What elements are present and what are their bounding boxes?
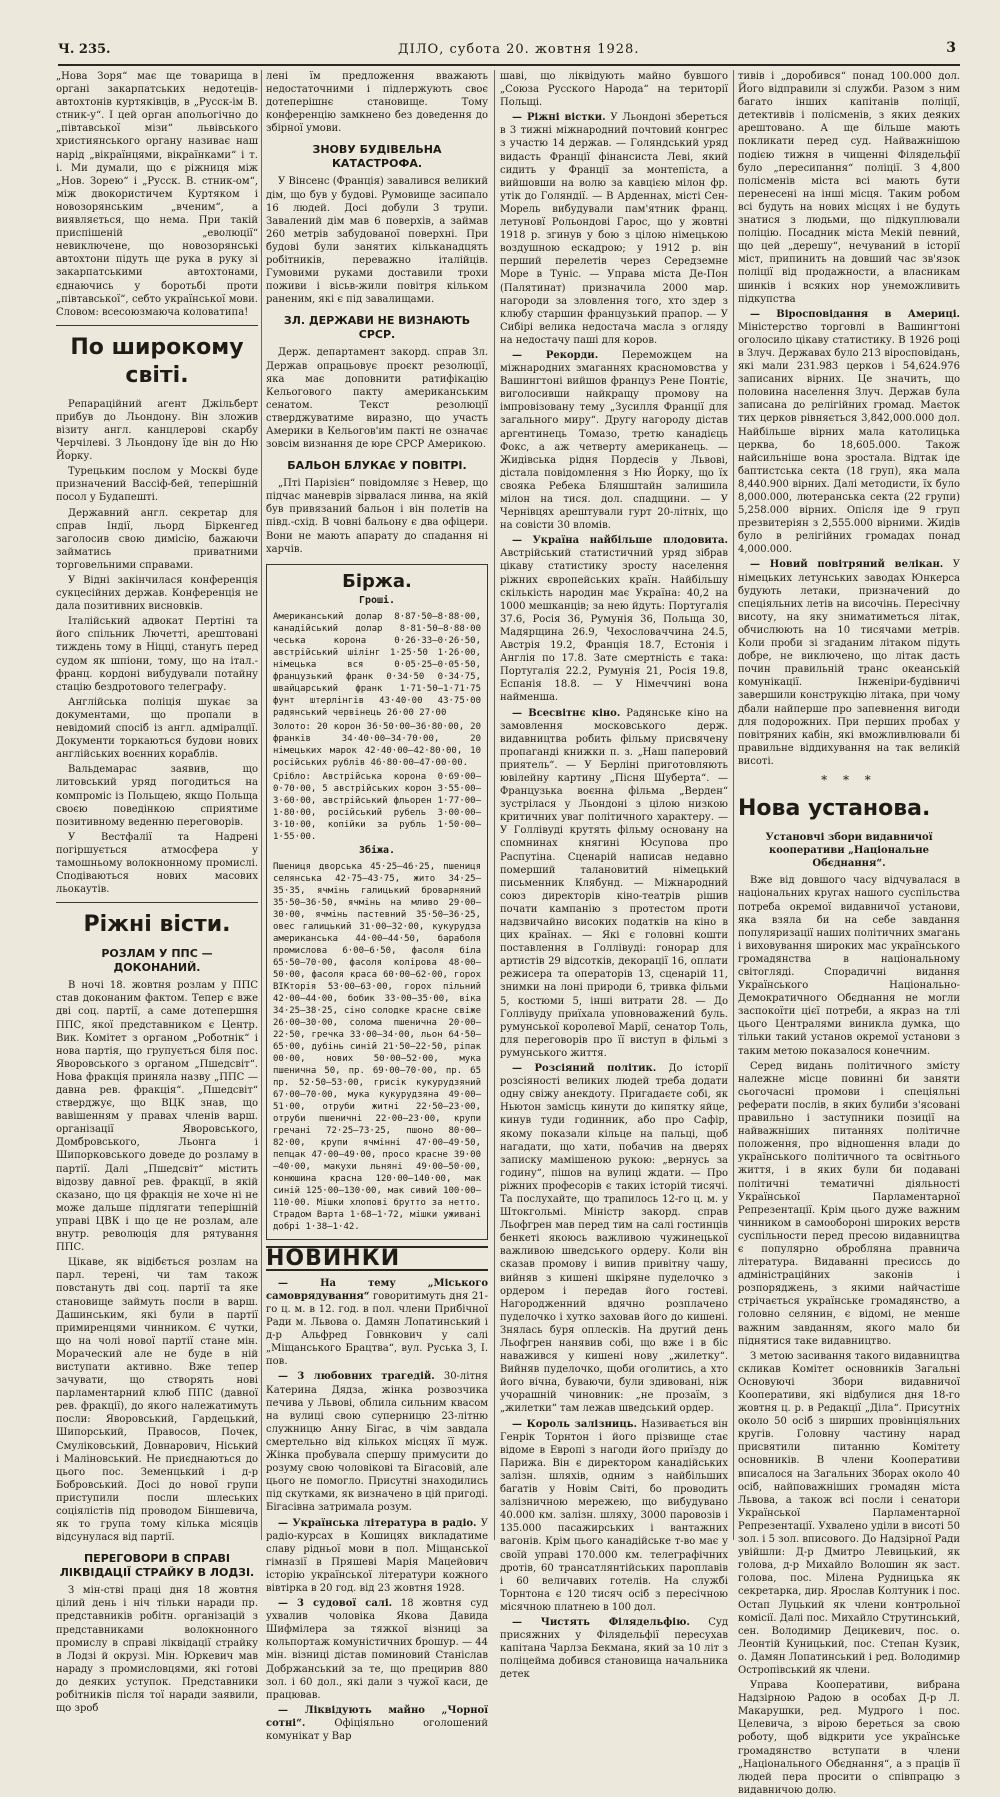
news-text: Суд присяжних у Філядельфії пересухав капітана Чарлза Бекмана, який за 10 літ з поліцейма добився становища начальника детек: [500, 1616, 728, 1681]
masthead: [58, 38, 960, 66]
article-paragraph: З метою засивання такого видавництва скликав Комітет основників Загальні Основуючі Збори видавничої Кооперативи, які відбулися дня 18-го жовтня ц. р. в Редакції „Діла“. Присутніх около 50 осіб з ширших провінціяльних кругів. Головну частину нарад присвятили питанню Комітету основників. В члени Кооперативи вписалося на Загальних Зборах около 40 осіб, найповажніших громадян міста Львова, а також всі посли і сенатори Української Парламентарної Репрезентації. Ухвалено уділи в висоті 50 зол. і 5 зол. вписового. До Надзірної Ради увійшли: Д-р Дмитро Левицький, як голова, д-р Михайло Волошин як заст. голова, пос. Мілена Рудницька як секретарка, дир. Ярослав Колтуник і пос. Остап Луцький як члени контрольної комісії. Далі пос. Михайло Струтинський, сен. Володимир Децикевич, пос. о. Леонтій Куницький, пос. Степан Кузик, о. Дамян Лопатинський і ред. Володимир Остропівський як члени.: [738, 1350, 960, 1676]
column-divider: [733, 70, 734, 1540]
section-heading-various: Ріжні вісти.: [83, 912, 231, 938]
continued-paragraph: тивів і „доробився“ понад 100.000 дол. Його відправили зі служби. Разом з ним багато інших капітанів поліції, детективів і полісменів, з яких деяких арештовано. А ще більше мають покликати перед суд. Найважнішою подією тижня в чищенні Філядельфії було „пересипання“ поліції. З 4,800 полісменів міста всі мають бути перенесені на інші місця. Таким робом всі будуть на нових місцях і не будуть знатися з людьми, що підкуплювали поліцію. Посадник міста Мекій певний, що цей „дерешу“, нечуваний в історії міст, припинить на довший час зв'язок поліції від продажности, а власникам шинків і всяких нор унеможливить підкупства: [738, 71, 960, 305]
continued-paragraph: шаві, що ліквідують майно бувшого „Союза Русского Народа“ на території Польщі.: [500, 71, 728, 109]
news-item: Вальдемарас заявив, що литовський уряд погодиться на компроміс із Польщею, якщо Польща своєю поведінкою сприятиме позитивному веденню переговорів.: [56, 764, 258, 828]
separator-ornament: * * *: [821, 772, 877, 787]
silver-rates: Срібло: Австрійська корона 0·69·00—0·70·00, 5 австрійських корон 3·55·00—3·60·00, австрійський фльорен 1·77·00—1·80·00, російський рубель 3·00·00—3·10·00, копійки за рубль 1·50·00—1·55·00.: [273, 771, 481, 842]
news-headline: — Рекорди.: [512, 349, 599, 361]
news-headline: — Всесвітнє кіно.: [512, 707, 621, 719]
news-headline: — Україна найбільше плодовита.: [512, 535, 728, 547]
article-paragraph: Цікаве, як відібється розлам на парл. терені, чи там також повстануть дві соц. партії та яке становище займуть посли в варш. Дашинським, які були в партії примиренцями чинником. Є чутки, що на чолі нової партії стане мін. Мораческий але не буде в ній виступати активно. Вже тепер зачувати, що створять нові парламентарний клюб ППС (давної рев. фракції), до якого належатимуть посли: Яворовський, Гардецький, Шипорський, Правосов, Почек, Смуліковський, Довнарович, Ніський і Маліновський. Не приєднаються до цього пос. Земенцький і д-р Бобровський. Досі до нової групи приступили посли шлеських соціялістів під проводом Біншевича, як то група тому кілька місяців відсунулася від партії.: [56, 1257, 258, 1544]
news-headline: — Розсіяний політик.: [512, 1063, 657, 1075]
article-paragraph: „Пті Парізієн“ повідомляє з Невер, що підчас маневрів зірвалася линва, на якій був привязаний бальон і він полетів на півд.-схід. В човні бальону є два офіцери. Вони не мають апарату до спадання ні харчів.: [266, 478, 488, 555]
article-heading: ЗЛ. ДЕРЖАВИ НЕ ВИЗНАЮТЬ СРСР.: [283, 314, 471, 342]
exchange-title: Біржа.: [342, 570, 412, 592]
news-item: Італійський адвокат Пертіні та його спільник Лючетті, арештовані тиждень тому в Ніцці, станугь перед судом як шпіони, тому, що на італ.-франц. кордоні вибудували потайну стацію бездротового телеграфу.: [56, 616, 258, 693]
news-text: Переможцем на міжнародних змаганнях красномовства у Вашингтоні вийшов француз Рене Понтіє, виголосивши найкращу промову на імпровізовану тему „Зусилля Франції для загального миру“. Другу нагороду дістав аргентинець Томазо, третю канадієць Фокс, а аж четверту американець. — Жидівська рідня Пордесів у Львові, дістала повідомлення з Ню Йорку, що їх свояка Ребека Бляшштайн залишила мілон на тися. дол. спадщини. — У Чернівцях арештували гурт 20-літніх, що на совісти 30 вломів.: [500, 349, 729, 532]
gold-rates: Золото: 20 корон 36·50·00—36·80·00, 20 франків 34·40·00—34·70·00, 20 німецьких марок 42·40·00—42·80·00, 10 російських рублів 46·80·00—47·00·00.: [273, 721, 481, 768]
news-text: говоритимуть дня 21-го ц. м. в 12. год. в пол. члени Прибічної Ради м. Львова о. Дамян Лопатинський і д-р Альфред Говнкович у салі „Міщанського Брацтва“, вул. Руська 3, І. пов.: [266, 1290, 489, 1368]
news-text: Австрійський статистичний уряд зібрав цікаву статистику зросту населення ріжних європейських країн. Найбільшу скількість народин має Україна: 40,2 на 1000 мешканців; за нею йдуть: Португалія 37.6, Росія 36, Румунія 36, Польща 30, Мадярщина 26.9, Чехословаччина 24.5, Австрія 19.2, Франція 18.7, Естонія і Англія по 17.8. Зате смертність є така: Португалія 22.2, Румунія 21, Росія 19.8, Еспанія 18.8. — У Німеччині вона найменша.: [500, 548, 728, 704]
news-heading: НОВИНКИ: [266, 1246, 488, 1271]
article-heading: ПЕРЕГОВОРИ В СПРАВІ ЛІКВІДАЦІЇ СТРАЙКУ В ЛОДЗІ.: [59, 1552, 255, 1580]
divider: [56, 902, 258, 903]
news-headline: — На тему „Міського самоврядування“: [266, 1277, 488, 1302]
news-text: Радянське кіно на замовлення московського держ. видавництва робить фільму присвячену пропаганді книжки п. з. „Наш паперовий приятель“. — У Берліні приготовляють ювілейну картину „Пісня Шуберта“. — Французька воєнна фільма „Верден“ зустрілася у Льондоні з цілою низкою критичних уваг політичного характеру. — У Голлівуді крутять фільму основану на спомнинах княгині Юсупова про Распутіна. Сценарій написав недавно померший талановитий німецький письменник Клябунд. — Міжнародний союз директорів кіно-театрів рішив почати кампанію з протестом проти надзвичайно високих податків на кіно в цих країнах. — Які є головні кошти поставлення в Голлівуді: гонорар для артистів 29 відсотків, декорації 16, оплати режисера та операторів 13, сценарій 11, знимки на лоні природи 6, тривка фільми 5, костюми 5, інші витрати 28. — До Голлівуду приїхала уповноважений буль. румунської королевої Марії, сенатор Толь, для переговорів про її виступ в фільмі з румунського життя.: [500, 707, 728, 1059]
news-headline: — Ріжні вістки.: [512, 112, 606, 124]
news-item: У Відні закінчилася конференція сукцесійних держав. Конференція не дала позитивних висновків.: [56, 575, 258, 613]
article-paragraph: Управа Кооперативи, вибрана Надзірною Радою в особах Д-р Л. Макарушки, ред. Мудрого і пос. Целевича, з вірою береться за свою роботу, щоб відкрити усе українське громадянство вступати в члени „Національного Обєднання“, а з праців її людей пера просити о співпрацю з видавничою долю.: [738, 1680, 960, 1796]
grain-prices: Пшениця дворська 45·25—46·25, пшениця селянська 42·75—43·75, жито 34·25—35·35, ячмінь галицький броварняний 35·50—36·50, ячмінь на мливо 29·00—30·00, ячмінь пастевний 35·50—36·25, овес галицький 31·00—32·00, кукурудза американська 44·00—44·50, бараболя промислова 6·00—6·50, фасоля біла 65·50—70·00, фасоля колірова 48·00—50·00, фасоля краса 60·00—62·00, горох ВІКторія 53·00—63·00, горох пільний 42·00—44·00, бобик 33·00—35·00, віка 34·25—38·25, сіно солодке красне свіже 26·00—30·00, солома пшенична 20·00—22·50, гречка 33·00—34·00, льон 64·50—65·00, дубінь синій 21·50—22·50, ріпак 00·00, нових 50·00—52·00, мука пшенична 50, пр. 69·00—70·00, пр. 65 пр. 52·50—53·00, грисік кукурудзяний 67·00—70·00, мука кукурудзяна 49·00—51·00, отруби житні 22·50—23·00, отруби пшеничні 22·00—23·00, крупи гречані 72·25—73·25, пшоно 80·00—82·00, крупи ячмінні 47·00—49·50, пепцак 47·00—49·00, просо красне 39·00—40·00, макухи льняні 49·00—50·00, конюшина красна 120·00—140·00, мак синій 125·00—130·00, мак сивий 100·00—110·00. Мішки хлопові брутто за нетто. Страдом Варта 1·68—1·72, мішки уживані добрі 1·38—1·42.: [273, 861, 481, 1232]
news-headline: — Віросповідання в Америці.: [750, 308, 960, 320]
exchange-box: [266, 564, 488, 1240]
article-paragraph: З мін-стві праці дня 18 жовтня цілий день і ніч тільки наради пр. представників робітн. організацій з представниками волокнонного промислу в справі ліквідації страйку в Лодзі й окрузі. Мін. Юркевич мав нараду з промисловцями, які готові до деяких уступок. Представники робітників після тої наради заявили, що зроб: [56, 1585, 258, 1715]
news-headline: — 3 любовних трагедій.: [278, 1371, 435, 1383]
news-headline: — Чистять Філядельфію.: [512, 1616, 690, 1628]
news-headline: — Ліквідують майно „Чорної сотні“.: [266, 1704, 488, 1729]
news-text: До історії розсіяності великих людей треба додати одну свіжу анекдоту. Пригадаєте собі, як Ньютон замісць кинути до кипятку яйце, кинув туди годинник, або про Сафір, якому показали кільце на пальці, щоб нагадати, що хати, побачив на дверях записку мамішеною рукою: „вернусь за годину“, пішов на вулиці ждати. — Про ріжних професорів є таких історій тисячі. Та послухайте, що трапилось 12-го ц. м. у Штокгольмі. Міністр закорд. справ Льофгрен мав перед тим на салі гостинців бенкеті якоюсь важливою чужинецької важливою шведського ордеру. Коли він сказав промову і випив привітну чашу, вийняв з кишені шкіряне пуделочко з ордером і передав його гостеві. Нагородженний вдячно розплачено пуделочко і хутко заховав його до кишені. Знялась буря оплесків. На другий день Льофгрен нанявив собі, що вже і в біс наважився у кишені нову „жилетку“. Вийняв пуделочко, щоби оголитись, а хто його вічна, буваючи, були здивовані, ніж учорашній чиновник: „не прозаїм, з „жилетки“ там лежав шведський ордер.: [500, 1063, 728, 1415]
article-paragraph: В ночі 18. жовтня розлам у ППС став доконаним фактом. Тепер є вже дві соц. партії, а саме дотепершня ППС, якої представником є Центр. Вик. Комітет з органом „Роботнік“ і нова партія, що групується біля пос. Яворовського з органом „Пшедсвіт“. Нова фракція приняла назву „ППС — давна рев. фракція“. „Пшедсвіт“ стверджує, що ВЦК знав, що вавішенням у правах членів варш. організації Яворовського, Домбровського, Льонга і Шипорковського доведе до розламу в партії. Далі „Пшедсвіт“ містить відозву давної рев. фракції, в якій сказано, що ця фракція не хоче ні не може дальше підлягати теперішній управі ЦВК і що це не розлам, але внутр. революція для рятування ППС.: [56, 980, 258, 1254]
news-item: Репараційний агент Джільберт прибув до Льондону. Він зложив візиту англ. канцлерові скарбу Черчілеві. З Льондону їде він до Ню Йорку.: [56, 398, 258, 463]
news-text: Називається він Генрік Торнтон і його прізвище стає відоме в Европі з нагоди його приїзду до Парижа. Він є директором канадійських залізн. шляхів, одним з найбільших багатів у Новім Світі, бо проводить залізничною мережею, що вибудувано 40.000 км. залізн. шляху, 3000 паровозів і 135.000 пасажирських і вантажних вагонів. Крім цього канадійське т-во має у своїй управі 170.000 км. телеграфічних дротів, 60 трансатлянтійських пароплавів і 60 величавих готелів. На службі Торнтона є 120 тисяч осіб з пересічною місячною платнею в 100 дол.: [500, 1418, 728, 1613]
article-paragraph: Серед видань політичного змісту належне місце повинні би заняти сьогочасні промови і спеціяльні реферати послів, в яких булиби з'ясовані правильно і заступники позиції на найважніших питаннях політичне положення, про відношення влади до українського політичного та освітнього життя, і в яких були би подавані політичні тематичні діяльності Української Парламентарної Репрезентації. Крім цього дуже важним чинником в самообороні широких верств суспільности перед пресою видавництва є популярно обробляна правнича література. Видаванні пресиссь до адміністраційних законів і розпоряджень, з якими найчастіше стрічається українське громадянство, а головно селянин, є відомі, не менше важним завданням, якого мало би піднятися таке видавництво.: [738, 1060, 960, 1347]
article-heading: БАЛЬОН БЛУКАЄ У ПОВІТРІ.: [287, 459, 467, 473]
news-text: У німецьких летунських заводах Юнкерса будують летаки, призначений до спеціяльних летів на височінь. Пересічну висоту, на яку зниматиметься літак, обчислюють на 10 тисячами метрів. Коли проби зі згаданим літаком підуть добре, не виключено, що літак дасть почин правильній транс океанській комунікації. Інженіри-будівничі завершили конструкцію літака, при чому дбали найперше про запевнення вигоди для подорожних. При перших пробах у повітряних кабін, які вможливлювали бі правильне віддихування на так великій висоті.: [738, 559, 960, 767]
news-text: Офіціяльно оголошений комунікат у Вар: [266, 1717, 488, 1742]
news-text: Міністерство торговлі в Вашингтоні оголосило цікаву статистику. В 1926 році в Злуч. Державах було 213 віросповідань, які мали 231.983 церков і 54,624.976 записаних вірних. Це значить, що половина населення Злуч. Держав була записана до релігійних громад. Маєток тих церков рівняється 3,842,000.000 дол. Найбільше вірних мала католицька церква, бо 18,605.000. Також найсильніше вона зростала. Відтак іде баптистська секта (18 груп), яка мала 8,440.900 вірних. Далі методисти, їх було 8,000.000, лютеранська секта (22 групи) 5,258.000 вірних. Опісля іде 9 груп презвитеріян з 2,555.000 вірними. Жидів було в релігійних громадах понад 4,000.000.: [738, 321, 960, 556]
news-item: У Вестфалії та Надрені погіршується атмосфера у тамошньому волокнонному промислі. Сподіваються нових масових льокаутів.: [56, 831, 258, 896]
page-number: 3: [946, 40, 956, 56]
news-text: У Льондоні збереться в 3 тижні міжнародний почтовий конгрес з участю 14 держав. — Голяндський уряд видасть Франції фінансиста Леві, який сидить у Франції за монтепіста, а вийшовши на волю за кавцією мілон фр. утік до Голяндії. — В Арденнах, місті Сен-Морель вибудували пам'ятник франц. летуновї Рольондові Гарос, що у жовтні 1918 р. згинув у бою з цілою німецькою воздушною ескадрою; у 1912 р. він перший перелетів через Середземне Море в Туніс. — Управа міста Де-Пон (Палятинат) призначила 2000 мар. нагороди за зловлення того, хто здер з клюбу старшин французький прапор. — У Сибірі велика недостача масла з огляду на недостачу паші для коров.: [500, 112, 728, 346]
column-1: [56, 70, 258, 1715]
column-2: [266, 70, 489, 1742]
article-heading: ЗНОВУ БУДІВЕЛЬНА КАТАСТРОФА.: [312, 143, 442, 171]
issue-number: Ч. 235.: [58, 42, 111, 57]
news-text: У радіо-курсах в Кошицях викладатиме славу рідньої мови в пол. Міщанської гімназії в Пряшеві Марія Мацейович історію української літератури кожного вівтірка в 20 год. від 23 жовтня 1928.: [266, 1517, 488, 1594]
divider: [56, 325, 258, 326]
newspaper-title-date: ДІЛО, субота 20. жовтня 1928.: [398, 42, 640, 57]
article-paragraph: Вже від довшого часу відчувалася в національних кругах нашого суспільства потреба окремої видавничої установи, яка взяла би на себе завдання популяризації наших політичних змагань і виховування широких мас українського громадянства в національному світогляді. Спорадичні видання Українського Національно-Демократичного Обєднання не могли заспокоїти цієї потреби, а якраз на тлі цього Централями виникла думка, що тільки такий установ окремої установи з таким метою показалося конечним.: [738, 875, 960, 1057]
intro-paragraph: „Нова Зоря“ має ще товарища в органі закарпатських недотеців-автохтонів куртяківців, в „Русск-ім В. стник-у“. І цей орган апольогічно до „півтавської мізи“ львівського християнського органу називає наш нарід „вікраїнцями, вікраїнками“ і т. і. Ми думали, що є ріжниця між „Нов. Зорею“ і „Русск. В. стник-ом“, між двокористичем Куртяком і новозорянським „вченим“, а виявляється, що нема. При такій приспішеній „еволюції“ невиключене, що новозорянські автохтони підуть ще рука в руку зі закарпатськими автохтонами, єднаючись у боротьбі проти „півтавської“, себто української мови. Словом: всесоюзмаюча коловатипа!: [56, 71, 258, 318]
grain-subtitle: Збіжа.: [358, 844, 396, 856]
article-paragraph: Держ. департамент закорд. справ Зл. Держав опрацьовує проєкт резолюції, яка має доповнити ратифікацію Кельогового пакту американським сенатом. Текст резолюції стверджуватиме виразно, що участь Америки в Кельогов'им пакті не означає зовсім визнання де юре СРСР Америкою.: [266, 347, 488, 451]
column-divider: [261, 70, 262, 1540]
section-heading-new-institution: Нова установа.: [738, 796, 931, 822]
news-item: Державний англ. секретар для справ Індії, льорд Біркенгед заголосив свою димісію, бажаючи займатись приватними торговельними справами.: [56, 507, 258, 571]
money-rates: Американський долар 8·87·50—8·88·00, канадійський долар 8·81·50—8·88·00 чеська корона 0·26·33—0·26·50, австрійський шілінг 1·25·50 1·26·00, німецька вся 0·05·25—0·05·50, французький франк 0·34·50 0·34·75, швайцарський франк 1·71·50—1·71·75 фунт штерлінгів 43·40·00 43·75·00 радянський червінець 26·00 27·00: [273, 611, 481, 718]
column-divider: [494, 70, 495, 1540]
article-subheading: Установчі збори видавничої кооперативи „Національне Обєднання“.: [765, 832, 933, 870]
column-4: [738, 70, 960, 1796]
continued-paragraph: лені їм предложення вважають недостаточними і підлержують своє дотеперішнє становище. Тому конференцію замкнено без доведення до збірної умови.: [266, 71, 488, 135]
article-heading: РОЗЛАМ У ППС — ДОКОНАНИЙ.: [101, 947, 213, 975]
column-3: [500, 70, 729, 1681]
news-text: 18 жовтня суд ухвалив чоловіка Якова Давида Шифмілера за тяжкої візниці за кольпортаж комуністичних брошур. — 44 мін. візниці дістав поминовий Станіслав Добржанський за те, що прецирив 880 зол. і 60 дол., які дали з чужої каси, де працював.: [266, 1598, 488, 1701]
news-headline: — Українська література в радіо.: [278, 1517, 477, 1529]
article-paragraph: У Вінсенс (Франція) завалився великий дім, що був у будові. Румовище засипало 16 людей. Досі добули 3 трупи. Завалений дім мав 6 поверхів, а займав 260 метрів забудованої поверхні. При будові були занятих кільканадцять робітників, переважно італійців. Гумовими руками доставили трохи поживи і вісьв-жили повітря кільком раненим, які є під завалищами.: [266, 176, 488, 306]
news-headline: — 3 судової салі.: [278, 1598, 393, 1610]
news-text: 30-літня Катерина Дядза, жінка розвозчика печива у Львові, облила сильним квасом на вулиці свою суперницю 23-літню служницю Анну Бігас, в чім завдала смертельно від кількох місцях її муж. Жінка пробувала спершу примусити до розуму свою чоловікові та Бігасовій, але цього не помогло. Присутні знаходились під скутками, як визначено в цій пригоді. Бігасівна затримала розум.: [266, 1371, 488, 1514]
money-subtitle: Гроші.: [358, 594, 396, 606]
news-item: Турецьким послом у Москві буде призначений Вассіф-бей, теперішній посол у Будапешті.: [56, 466, 258, 504]
news-headline: — Новий повітряний велікан.: [750, 559, 944, 571]
news-headline: — Король залізниць.: [512, 1418, 637, 1430]
news-item: Англійська поліція шукає за документами, що пропали в невідомий спосіб із англ. адміралції. Документи торкаються будови нових англійських воєнних кораблів.: [56, 696, 258, 761]
section-heading-world: По широкому світі.: [70, 334, 244, 388]
